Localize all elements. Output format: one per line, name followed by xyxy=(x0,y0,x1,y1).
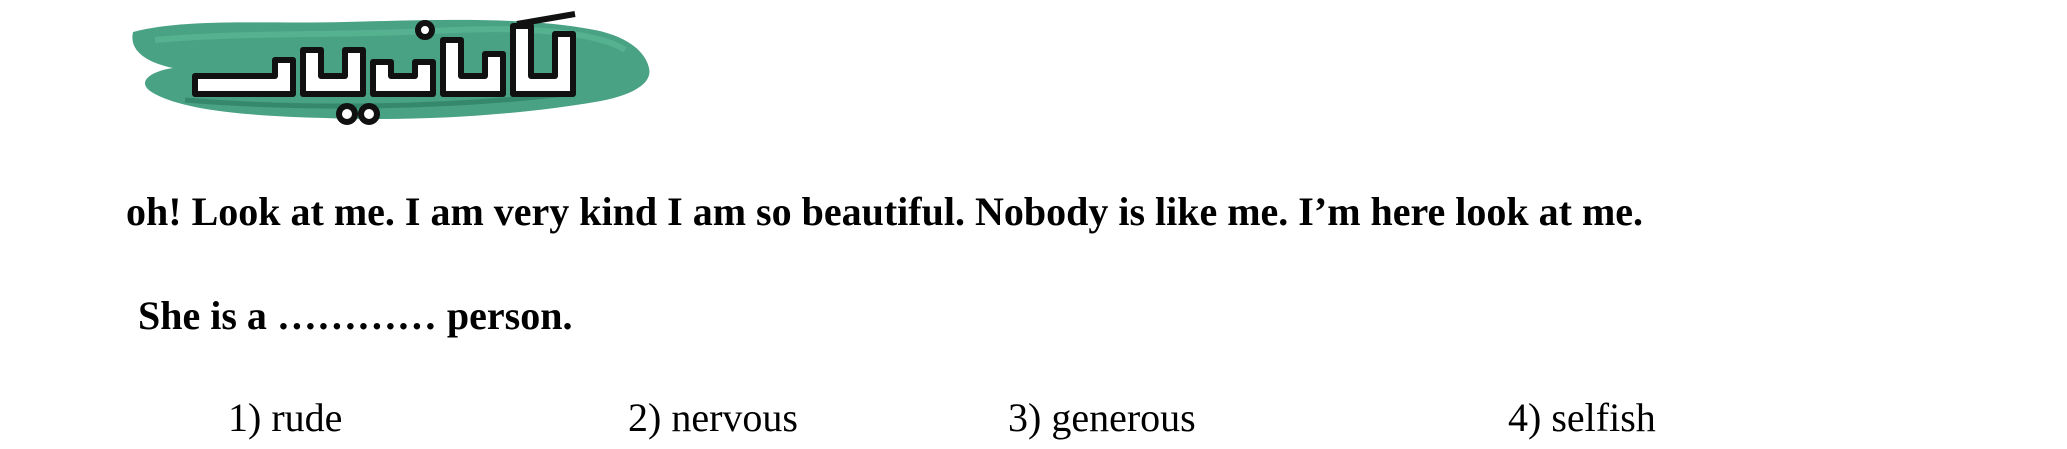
answer-option-4[interactable]: 4) selfish xyxy=(1508,395,1656,440)
answer-option-3[interactable]: 3) generous xyxy=(1008,395,1196,440)
brand-logo-graphic xyxy=(125,10,655,140)
question-text: She is a ………… person. xyxy=(138,293,573,338)
brand-logo xyxy=(125,10,655,140)
answer-option-2[interactable]: 2) nervous xyxy=(628,395,798,440)
answer-option-1[interactable]: 1) rude xyxy=(228,395,343,440)
reading-passage: oh! Look at me. I am very kind I am so beautiful. Nobody is like me. I’m here look at me. xyxy=(126,189,1644,234)
